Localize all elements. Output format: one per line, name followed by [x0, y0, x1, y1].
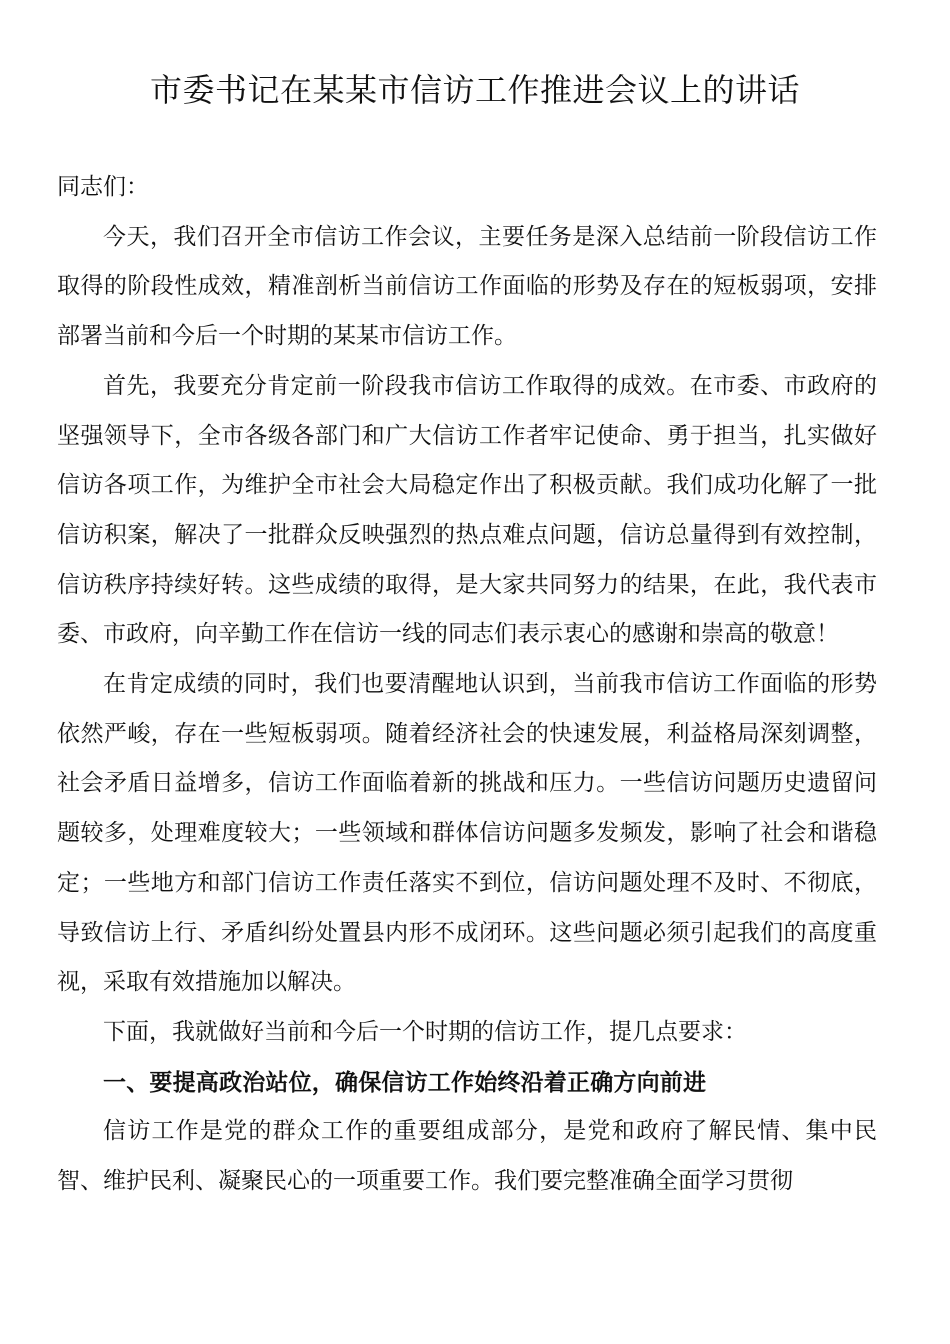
paragraph-requirements-intro: 下面，我就做好当前和今后一个时期的信访工作，提几点要求： — [103, 1018, 747, 1045]
paragraph-intro: 今天，我们召开全市信访工作会议，主要任务是深入总结前一阶段信访工作取得的阶段性成效，精准剖析当前信访工作面临的形势及存在的短板弱项，安排部署当前和今后一个时期的某某市信访工作。 — [57, 223, 877, 350]
paragraph-achievements: 首先，我要充分肯定前一阶段我市信访工作取得的成效。在市委、市政府的坚强领导下，全市各级各部门和广大信访工作者牢记使命、勇于担当，扎实做好信访各项工作，为维护全市社会大局稳定作出了积极贡献。我们成功化解了一批信访积案，解决了一批群众反映强烈的热点难点问题，信访总量得到有效控制，信访秩序持续好转。这些成绩的取得，是大家共同努力的结果，在此，我代表市委、市政府，向辛勤工作在信访一线的同志们表示衷心的感谢和崇高的敬意！ — [57, 372, 877, 648]
document-body — [57, 163, 877, 1207]
paragraph-challenges: 在肯定成绩的同时，我们也要清醒地认识到，当前我市信访工作面临的形势依然严峻，存在一些短板弱项。随着经济社会的快速发展，利益格局深刻调整，社会矛盾日益增多，信访工作面临着新的挑战和压力。一些信访问题历史遗留问题较多，处理难度较大；一些领域和群体信访问题多发频发，影响了社会和谐稳定；一些地方和部门信访工作责任落实不到位，信访问题处理不及时、不彻底，导致信访上行、矛盾纠纷处置县内形不成闭环。这些问题必须引起我们的高度重视，采取有效措施加以解决。 — [57, 671, 877, 996]
section-heading-one: 一、要提高政治站位，确保信访工作始终沿着正确方向前进 — [103, 1068, 707, 1096]
paragraph-section-one: 信访工作是党的群众工作的重要组成部分，是党和政府了解民情、集中民智、维护民利、凝聚民心的一项重要工作。我们要完整准确全面学习贯彻 — [57, 1118, 877, 1195]
document-title: 市委书记在某某市信访工作推进会议上的讲话 — [149, 71, 800, 109]
salutation: 同志们： — [57, 174, 149, 200]
